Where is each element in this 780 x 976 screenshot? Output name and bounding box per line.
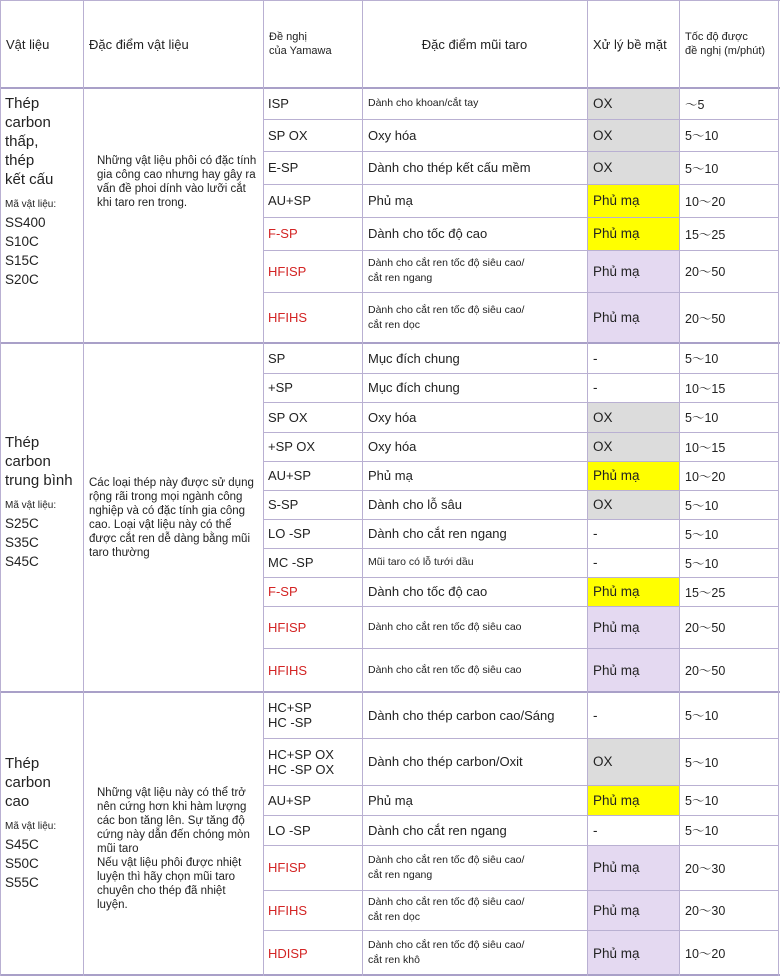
tap-feature: Dành cho khoan/cắt tay: [368, 97, 479, 109]
material-cell: [0, 88, 83, 343]
column-divider: [587, 0, 588, 976]
tap-code: LO -SP: [268, 822, 311, 838]
recommended-speed: 20～30: [685, 861, 726, 876]
tap-feature: Mũi taro có lỗ tưới dầu: [368, 556, 474, 568]
tap-code: HDISP: [268, 945, 308, 961]
tap-code: +SP OX: [268, 439, 316, 454]
row-divider: [263, 217, 779, 218]
row-divider: [263, 519, 779, 520]
row-divider: [263, 373, 779, 374]
recommended-speed: 20～30: [685, 904, 726, 918]
surface-treatment: OX: [587, 402, 679, 432]
surface-treatment: Phủ mạ: [587, 930, 679, 976]
tap-code: MC -SP: [268, 555, 314, 570]
row-divider: [263, 250, 779, 251]
surface-treatment: Phủ mạ: [587, 606, 679, 648]
material-name: Thép carbon thấp, thép kết cấu: [5, 95, 54, 188]
recommended-speed: 5～10: [685, 129, 719, 143]
material-cell: [0, 692, 83, 976]
header-tap-feature: Đặc điểm mũi taro: [421, 36, 528, 52]
material-description: Những vật liệu phôi có đặc tính gia công cao nhưng hay gây ra vấn đề phoi dính vào lưỡi cắt khi taro ren trong.: [97, 155, 257, 209]
row-divider: [263, 432, 779, 433]
material-name: Thép carbon cao: [5, 755, 51, 810]
group-divider: [0, 87, 780, 89]
tap-feature: Dành cho cắt ren tốc độ siêu cao/ cắt ren ngang: [368, 257, 525, 284]
material-codes-label: Mã vật liệu:: [5, 500, 57, 511]
row-divider: [263, 402, 779, 403]
row-divider: [263, 490, 779, 491]
recommended-speed: 10～15: [685, 440, 726, 455]
tap-code: ISP: [268, 96, 289, 111]
recommended-speed: 5～10: [685, 556, 719, 571]
row-divider: [263, 606, 779, 607]
row-divider: [263, 815, 779, 816]
row-divider: [263, 292, 779, 293]
material-codes-label: Mã vật liệu:: [5, 821, 57, 832]
tap-feature: Dành cho cắt ren tốc độ siêu cao/ cắt ren dọc: [368, 303, 525, 331]
surface-treatment: Phủ mạ: [587, 184, 679, 217]
surface-treatment: OX: [587, 151, 679, 184]
surface-treatment: Phủ mạ: [587, 250, 679, 292]
tap-feature: Dành cho tốc độ cao: [368, 584, 488, 599]
surface-treatment: -: [593, 526, 598, 541]
surface-treatment: Phủ mạ: [587, 648, 679, 692]
tap-feature: Phủ mạ: [368, 792, 413, 808]
tap-code: +SP: [268, 380, 293, 395]
recommended-speed: 20～50: [685, 265, 726, 279]
surface-treatment: Phủ mạ: [587, 217, 679, 250]
recommended-speed: 5～10: [685, 709, 719, 723]
table-top-border: [0, 0, 780, 1]
column-divider: [263, 0, 264, 976]
tap-code: HFIHS: [268, 662, 307, 678]
material-cell: [0, 343, 83, 692]
tap-feature: Oxy hóa: [368, 409, 417, 425]
surface-treatment: Phủ mạ: [587, 845, 679, 890]
recommended-speed: 5～10: [685, 352, 719, 366]
tap-feature: Dành cho cắt ren tốc độ siêu cao/ cắt ren khô: [368, 939, 525, 966]
tap-code: HFISP: [268, 263, 307, 279]
tap-code: HFIHS: [268, 310, 307, 325]
group-divider: [0, 691, 780, 693]
material-codes-label: Mã vật liệu:: [5, 199, 57, 210]
row-divider: [263, 930, 779, 931]
row-divider: [263, 785, 779, 786]
tap-feature: Dành cho thép carbon/Oxit: [368, 754, 523, 769]
surface-treatment: -: [593, 822, 598, 838]
recommended-speed: 5～10: [685, 824, 719, 838]
surface-treatment: OX: [587, 119, 679, 151]
recommended-speed: 15～25: [685, 585, 726, 600]
tap-feature: Dành cho cắt ren tốc độ siêu cao: [368, 620, 522, 633]
material-codes: SS400 S10C S15C S20C: [5, 215, 46, 287]
tap-feature: Dành cho lỗ sâu: [368, 497, 462, 512]
recommended-speed: 15～25: [685, 227, 726, 242]
row-divider: [263, 151, 779, 152]
recommended-speed: ～5: [685, 97, 705, 112]
surface-treatment: OX: [587, 432, 679, 461]
tap-code: F-SP: [268, 584, 298, 599]
group-divider: [0, 342, 780, 344]
tap-code: AU+SP: [268, 792, 311, 808]
tap-code: SP: [268, 350, 286, 366]
row-divider: [263, 461, 779, 462]
tap-code: S-SP: [268, 497, 299, 512]
row-divider: [263, 577, 779, 578]
recommended-speed: 10～20: [685, 947, 726, 961]
tap-code: AU+SP: [268, 193, 311, 208]
tap-feature: Mục đích chung: [368, 380, 460, 395]
column-divider: [0, 0, 1, 976]
tap-code: LO -SP: [268, 526, 311, 541]
recommended-speed: 20～50: [685, 311, 726, 326]
tap-feature: Dành cho tốc độ cao: [368, 226, 488, 241]
recommended-speed: 10～20: [685, 469, 726, 484]
surface-treatment: -: [593, 350, 598, 366]
row-divider: [263, 845, 779, 846]
tap-code: F-SP: [268, 226, 298, 241]
tap-code: E-SP: [268, 160, 299, 175]
tap-feature: Phủ mạ: [368, 193, 413, 208]
recommended-speed: 20～50: [685, 664, 726, 678]
tap-feature: Dành cho thép kết cấu mềm: [368, 160, 531, 175]
recommended-speed: 10～20: [685, 194, 726, 209]
header-yamawa: Đề nghị của Yamawa: [269, 31, 332, 57]
column-divider: [362, 0, 363, 976]
tap-feature: Dành cho cắt ren tốc độ siêu cao/ cắt ren dọc: [368, 896, 525, 923]
row-divider: [263, 648, 779, 649]
material-codes: S45C S50C S55C: [5, 837, 39, 890]
surface-treatment: Phủ mạ: [587, 890, 679, 930]
column-divider: [778, 0, 779, 976]
row-divider: [263, 890, 779, 891]
surface-treatment: Phủ mạ: [587, 292, 679, 343]
surface-treatment: OX: [587, 88, 679, 119]
tap-feature: Dành cho cắt ren tốc độ siêu cao: [368, 663, 522, 676]
surface-treatment: Phủ mạ: [587, 785, 679, 815]
tap-feature: Dành cho thép carbon cao/Sáng: [368, 707, 555, 723]
tap-feature: Phủ mạ: [368, 468, 413, 483]
surface-treatment: OX: [587, 738, 679, 785]
surface-treatment: -: [593, 380, 598, 395]
recommended-speed: 5～10: [685, 498, 719, 513]
tap-code: HFISP: [268, 860, 307, 875]
recommended-speed: 5～10: [685, 794, 719, 808]
column-divider: [679, 0, 680, 976]
column-divider: [83, 0, 84, 976]
row-divider: [263, 119, 779, 120]
tap-code: AU+SP: [268, 468, 311, 483]
recommended-speed: 5～10: [685, 161, 719, 176]
surface-treatment: OX: [587, 490, 679, 519]
surface-treatment: -: [593, 707, 598, 723]
header-speed: Tốc độ được đề nghị (m/phút): [685, 31, 766, 57]
material-codes: S25C S35C S45C: [5, 516, 39, 569]
row-divider: [263, 738, 779, 739]
material-description: Những vật liệu này có thể trở nên cứng hơn khi hàm lượng các bon tăng lên. Sự tăng độ cứng này dẫn đến chóng mòn mũi taro Nếu vật liệu phôi được nhiệt luyện thì hãy chọn mũi taro chuyên cho thép đã nhiệt luyện.: [97, 787, 250, 911]
material-description: Các loại thép này được sử dụng rộng rãi trong mọi ngành công nghiệp và có đặc tính gia công cao. Loại vật liệu này có thể được cắt ren dễ dàng bằng mũi taro thường: [89, 476, 254, 559]
surface-treatment: -: [593, 555, 598, 570]
row-divider: [263, 184, 779, 185]
tap-feature: Dành cho cắt ren ngang: [368, 822, 507, 838]
header-surface: Xử lý bề mặt: [593, 36, 667, 52]
recommended-speed: 5～10: [685, 527, 719, 542]
recommended-speed: 10～15: [685, 381, 726, 396]
material-name: Thép carbon trung bình: [5, 434, 73, 489]
tap-code: SP OX: [268, 127, 308, 143]
tap-feature: Dành cho cắt ren tốc độ siêu cao/ cắt ren ngang: [368, 853, 525, 881]
recommended-speed: 5～10: [685, 411, 719, 425]
recommended-speed: 20～50: [685, 621, 726, 635]
header-material: Vật liệu: [6, 36, 50, 52]
header-material-feature: Đặc điểm vật liệu: [89, 36, 189, 52]
recommended-speed: 5～10: [685, 755, 719, 770]
row-divider: [263, 548, 779, 549]
tap-feature: Oxy hóa: [368, 127, 417, 143]
surface-treatment: Phủ mạ: [587, 577, 679, 606]
tap-code: HC+SP OX HC -SP OX: [268, 746, 335, 777]
tap-code: SP OX: [268, 409, 308, 425]
tap-code: HC+SP HC -SP: [268, 700, 313, 730]
surface-treatment: Phủ mạ: [587, 461, 679, 490]
tap-feature: Mục đích chung: [368, 350, 460, 366]
tap-code: HFISP: [268, 619, 307, 635]
tap-code: HFIHS: [268, 902, 307, 918]
tap-feature: Dành cho cắt ren ngang: [368, 526, 507, 541]
tap-feature: Oxy hóa: [368, 439, 417, 454]
